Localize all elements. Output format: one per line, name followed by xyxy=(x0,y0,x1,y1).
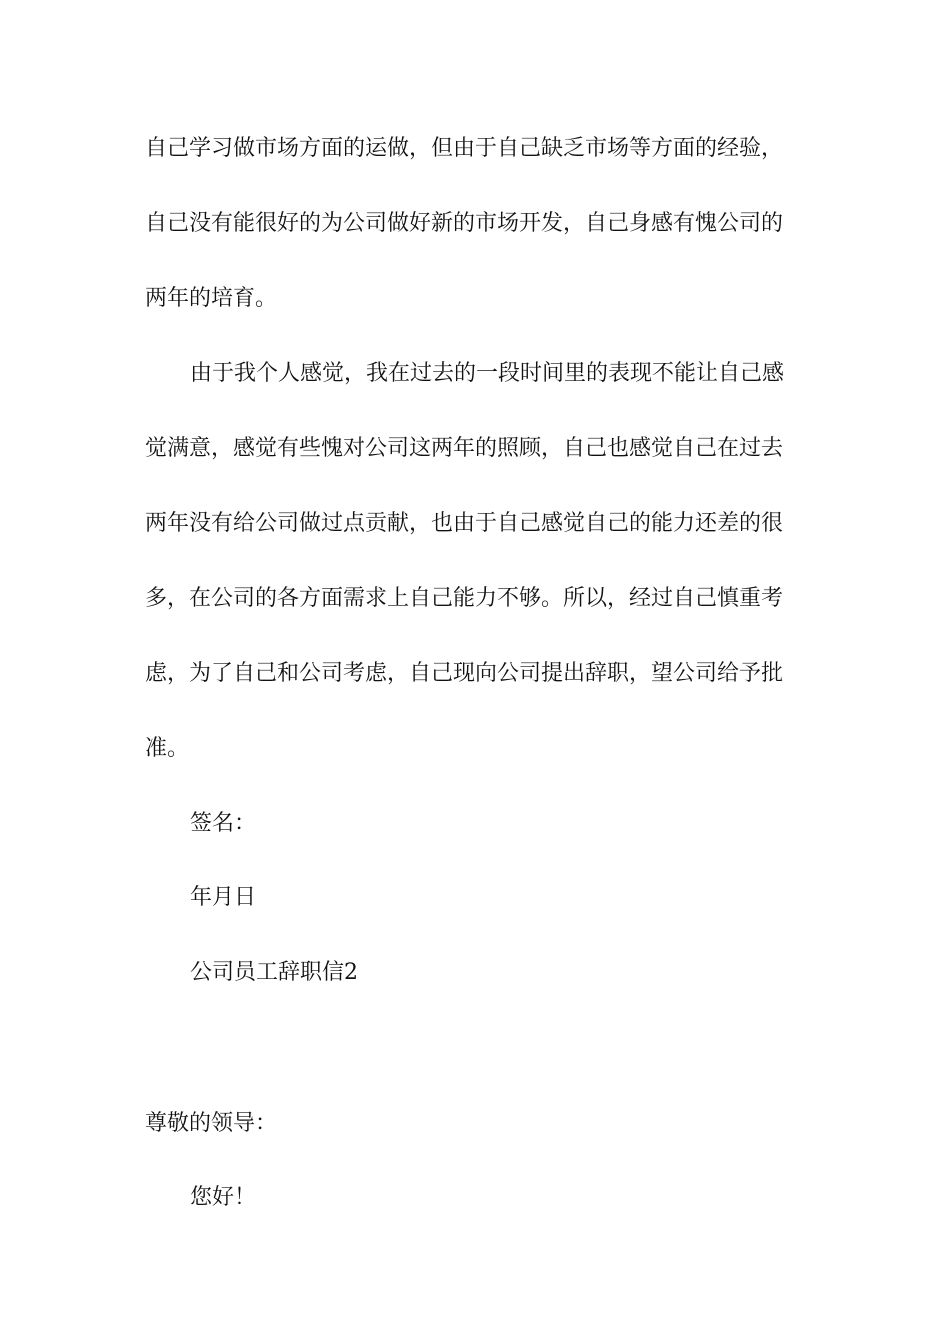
paragraph-2-line-1: 由于我个人感觉，我在过去的一段时间里的表现不能让自己感 xyxy=(190,361,785,386)
paragraph-2-line-3: 两年没有给公司做过点贡献，也由于自己感觉自己的能力还差的很 xyxy=(145,511,784,536)
greeting: 您好！ xyxy=(190,1185,257,1210)
paragraph-2-line-4: 多，在公司的各方面需求上自己能力不够。所以，经过自己慎重考 xyxy=(145,586,784,611)
section-title: 公司员工辞职信2 xyxy=(190,960,358,985)
date-label: 年月日 xyxy=(190,885,257,910)
paragraph-1-line-3: 两年的培育。 xyxy=(145,286,278,311)
paragraph-2-line-2: 觉满意，感觉有些愧对公司这两年的照顾，自己也感觉自己在过去 xyxy=(145,436,784,461)
paragraph-2-line-5: 虑，为了自己和公司考虑，自己现向公司提出辞职，望公司给予批 xyxy=(145,661,784,686)
signature-label: 签名： xyxy=(190,811,257,836)
salutation: 尊敬的领导： xyxy=(145,1111,278,1136)
paragraph-2-line-6: 准。 xyxy=(145,736,190,761)
paragraph-1-line-2: 自己没有能很好的为公司做好新的市场开发，自己身感有愧公司的 xyxy=(145,211,784,236)
paragraph-1-line-1: 自己学习做市场方面的运做，但由于自己缺乏市场等方面的经验， xyxy=(145,136,784,161)
